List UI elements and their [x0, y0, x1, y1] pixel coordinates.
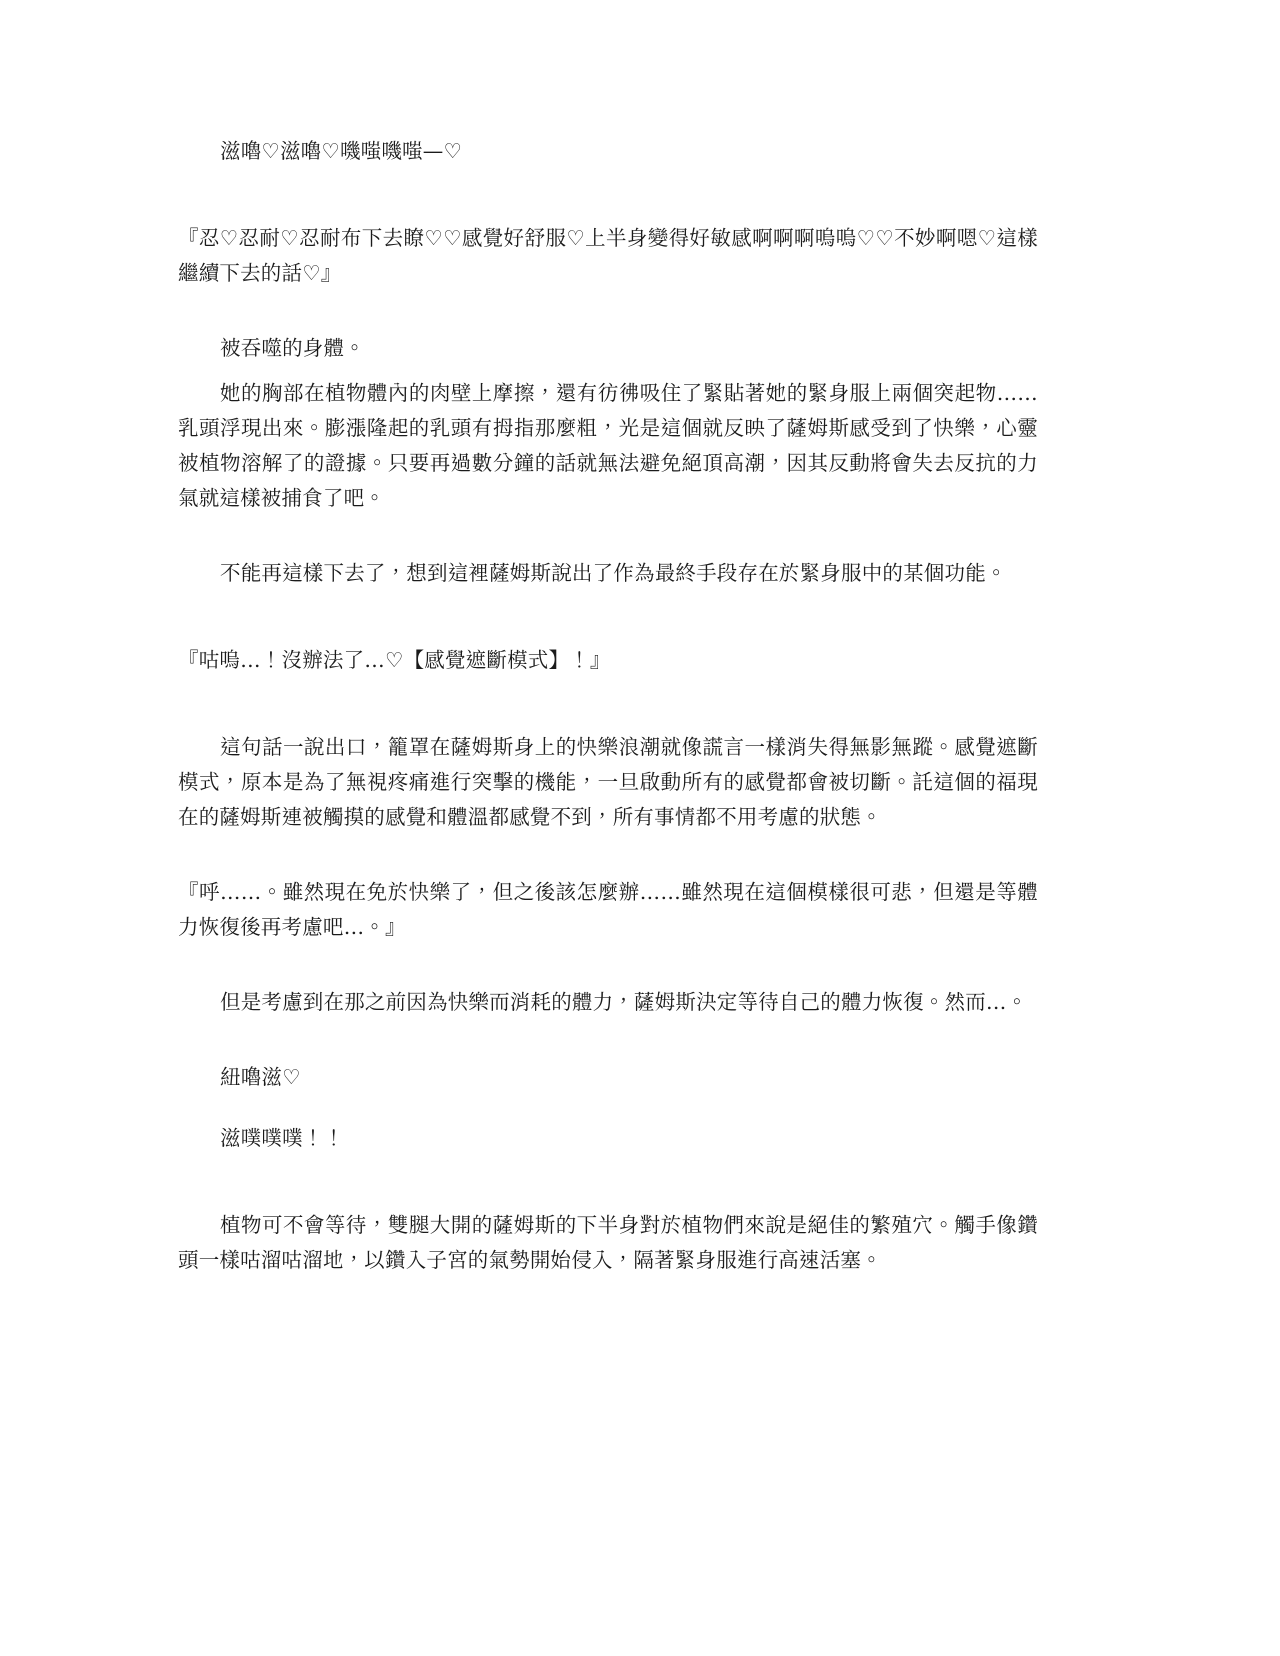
spacer: [178, 366, 1038, 376]
spacer: [178, 516, 1038, 556]
spacer: [178, 678, 1038, 730]
paragraph-sfx-3: 滋噗噗噗！！: [220, 1126, 345, 1150]
paragraph-narration-2: 她的胸部在植物體內的肉壁上摩擦，還有彷彿吸住了緊貼著她的緊身服上兩個突起物……乳頭浮現出來。膨漲隆起的乳頭有拇指那麼粗，光是這個就反映了薩姆斯感受到了快樂，心靈被植物溶解了的證據。只要再過數分鐘的話就無法避免絕頂高潮，因其反動將會失去反抗的力氣就這樣被捕食了吧。: [178, 381, 1038, 510]
paragraph-sfx-2: 紐嚕滋♡: [220, 1065, 301, 1089]
spacer: [178, 945, 1038, 985]
paragraph-narration-4: 這句話一說出口，籠罩在薩姆斯身上的快樂浪潮就像謊言一樣消失得無影無蹤。感覺遮斷模式，原本是為了無視疼痛進行突擊的機能，一旦啟動所有的感覺都會被切斷。託這個的福現在的薩姆斯連被觸摸的感覺和體溫都感覺不到，所有事情都不用考慮的狀態。: [178, 735, 1038, 829]
paragraph-narration-1: 被吞噬的身體。: [220, 336, 365, 360]
paragraph-dialogue-3: 『呼……。雖然現在免於快樂了，但之後該怎麼辦……雖然現在這個模樣很可悲，但還是等體力恢復後再考慮吧…。』: [178, 880, 1038, 939]
paragraph-sfx-1: 滋嚕♡滋嚕♡嘰嗤嘰嗤—♡: [220, 139, 463, 163]
spacer: [178, 1095, 1038, 1121]
spacer: [178, 835, 1038, 875]
spacer: [178, 169, 1038, 221]
spacer: [178, 291, 1038, 331]
paragraph-dialogue-2: 『咕嗚…！沒辦法了…♡【感覺遮斷模式】！』: [178, 648, 611, 672]
spacer: [178, 1020, 1038, 1060]
paragraph-narration-3: 不能再這樣下去了，想到這裡薩姆斯說出了作為最終手段存在於緊身服中的某個功能。: [220, 561, 1007, 585]
spacer: [178, 591, 1038, 643]
spacer: [178, 1156, 1038, 1208]
paragraph-dialogue-1: 『忍♡忍耐♡忍耐布下去瞭♡♡感覺好舒服♡上半身變得好敏感啊啊啊嗚嗚♡♡不妙啊嗯♡這樣繼續下去的話♡』: [178, 226, 1038, 285]
paragraph-narration-5: 但是考慮到在那之前因為快樂而消耗的體力，薩姆斯決定等待自己的體力恢復。然而…。: [220, 990, 1028, 1014]
document-body: [178, 134, 1038, 1278]
paragraph-narration-6: 植物可不會等待，雙腿大開的薩姆斯的下半身對於植物們來說是絕佳的繁殖穴。觸手像鑽頭一樣咕溜咕溜地，以鑽入子宮的氣勢開始侵入，隔著緊身服進行高速活塞。: [178, 1213, 1038, 1272]
